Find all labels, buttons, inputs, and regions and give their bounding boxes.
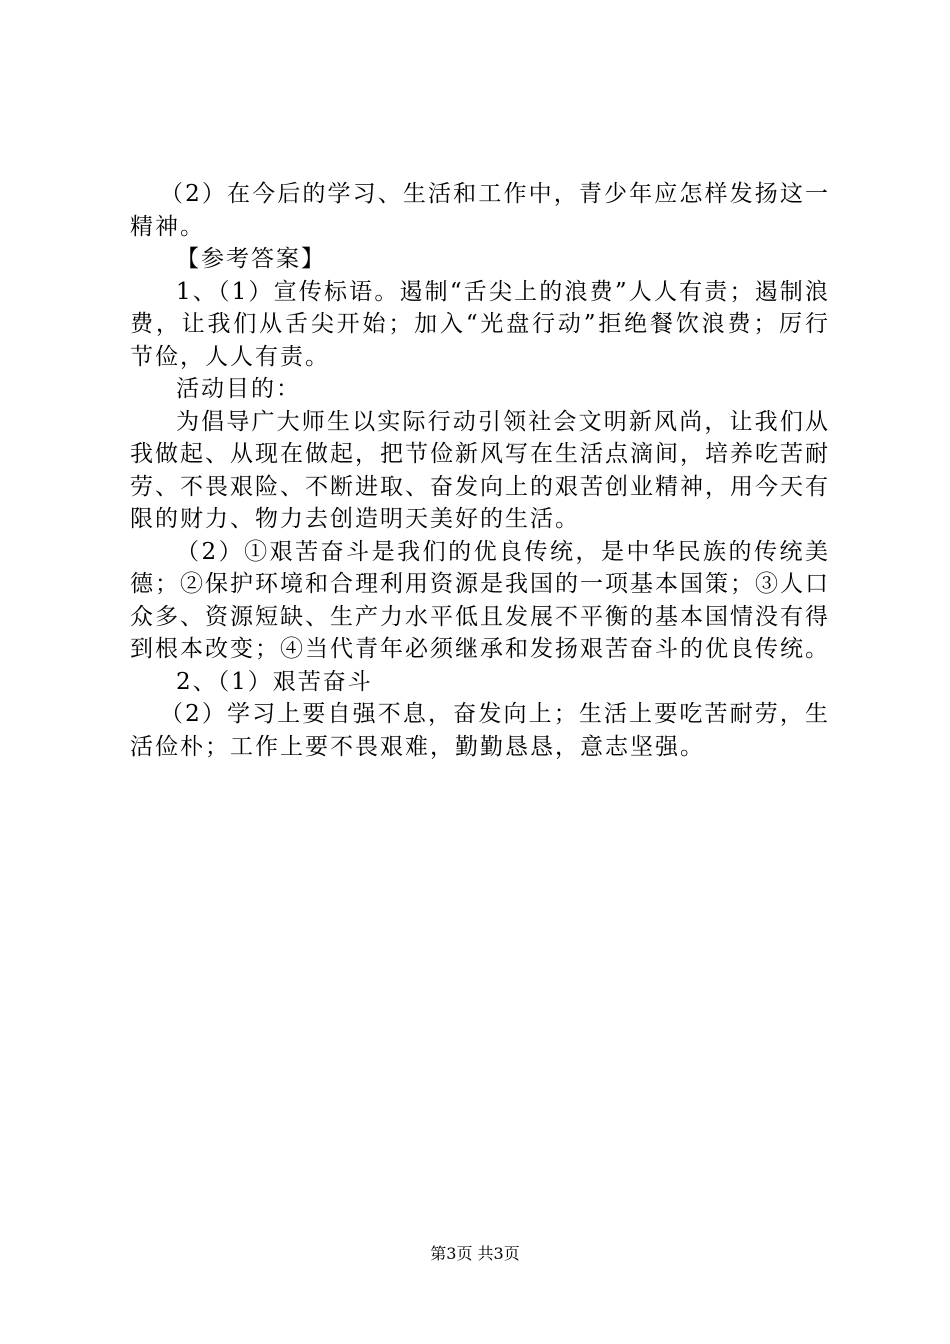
document-body [130,178,830,763]
page-footer: 第3页 共3页 [430,1244,520,1263]
activity-purpose-text: 为倡导广大师生以实际行动引领社会文明新风尚，让我们从我做起、从现在做起，把节俭新风写在生活点滴间，培养吃苦耐劳、不畏艰险、不断进取、奋发向上的艰苦创业精神，用今天有限的财力、物力去创造明天美好的生活。 [130,408,830,532]
question-paragraph: （2）在今后的学习、生活和工作中，青少年应怎样发扬这一精神。 [130,181,830,240]
answer-heading: 【参考答案】 [176,246,326,272]
answer-2-part-1: 2、（1）艰苦奋斗 [176,668,373,695]
answer-1-part-2: （2）①艰苦奋斗是我们的优良传统，是中华民族的传统美德；②保护环境和合理利用资源是我国的一项基本国策；③人口众多、资源短缺、生产力水平低且发展不平衡的基本国情没有得到根本改变；④当代青年必须继承和发扬艰苦奋斗的优良传统。 [130,538,830,662]
activity-purpose-label: 活动目的： [176,376,301,402]
answer-1-part-1: 1、（1）宣传标语。遏制“舌尖上的浪费”人人有责；遏制浪费，让我们从舌尖开始；加入“光盘行动”拒绝餐饮浪费；厉行节俭，人人有责。 [130,278,830,370]
answer-2-part-2: （2）学习上要自强不息，奋发向上；生活上要吃苦耐劳，生活俭朴；工作上要不畏艰难，勤勤恳恳，意志坚强。 [130,701,830,760]
